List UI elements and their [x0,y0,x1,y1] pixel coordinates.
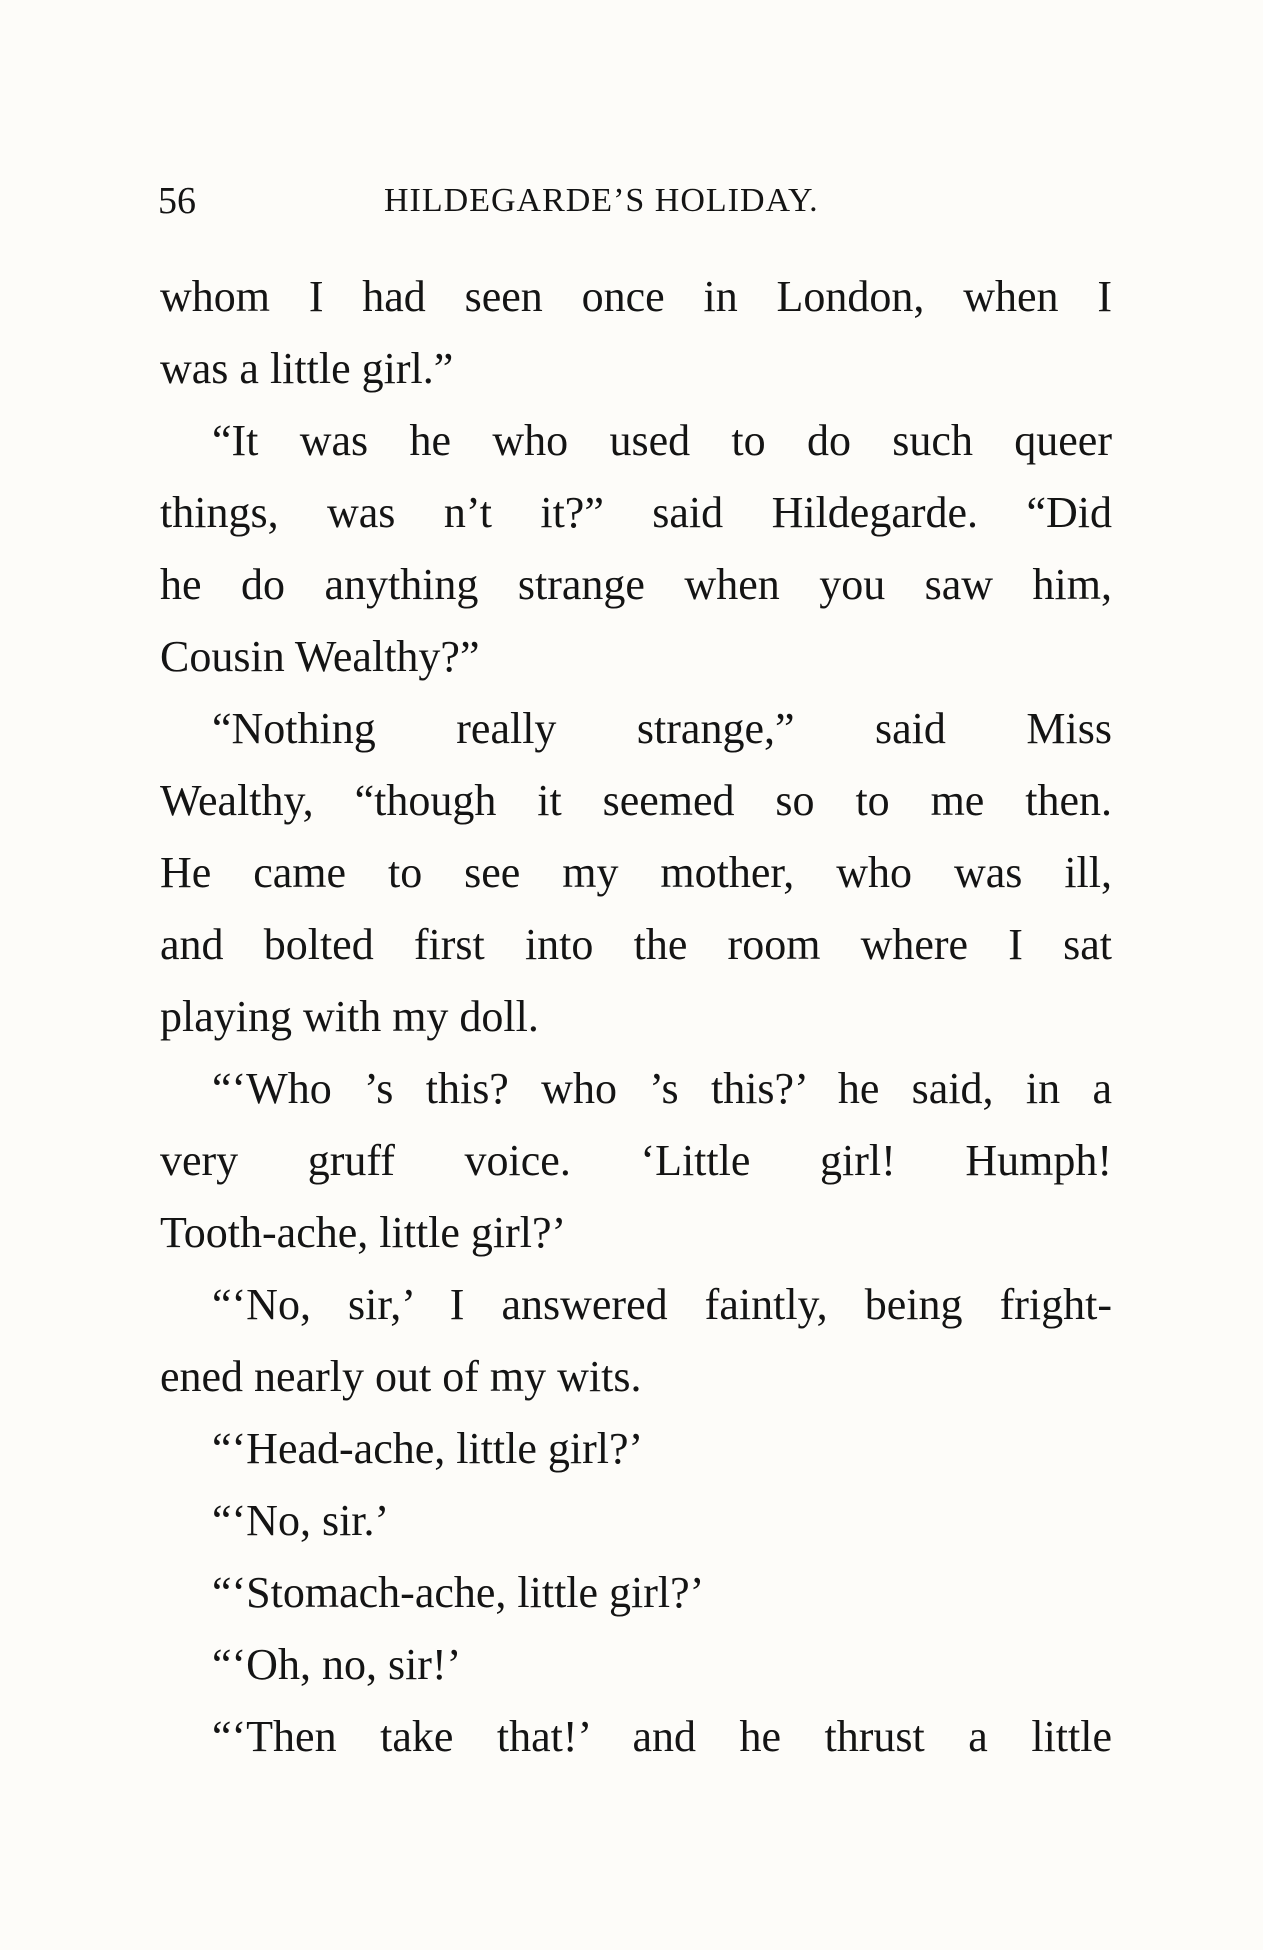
text-line: ened nearly out of my wits. [160,1352,642,1401]
text-line: Cousin Wealthy?” [160,632,480,681]
text-line: “Nothing really strange,” said Miss [212,704,1112,753]
text-line: “‘Head-ache, little girl?’ [212,1424,644,1473]
text-line: “It was he who used to do such queer [212,416,1112,465]
text-line: playing with my doll. [160,992,539,1041]
text-line: was a little girl.” [160,344,454,393]
text-line: “‘No, sir,’ I answered faintly, being fright- [212,1280,1112,1329]
text-line: He came to see my mother, who was ill, [160,848,1112,897]
text-line: Wealthy, “though it seemed so to me then. [160,776,1112,825]
text-line: “‘Who ’s this? who ’s this?’ he said, in a [212,1064,1112,1113]
running-title: HILDEGARDE’S HOLIDAY. [384,182,819,219]
text-line: and bolted first into the room where I sat [160,920,1112,969]
text-line: Tooth-ache, little girl?’ [160,1208,567,1257]
text-line: very gruff voice. ‘Little girl! Humph! [160,1136,1112,1185]
body-text [160,261,1112,1773]
text-line: “‘Then take that!’ and he thrust a little [212,1712,1112,1761]
page-header [158,176,1118,226]
text-line: whom I had seen once in London, when I [160,272,1112,321]
text-line: things, was n’t it?” said Hildegarde. “Did [160,488,1112,537]
text-line: “‘Stomach-ache, little girl?’ [212,1568,705,1617]
text-line: he do anything strange when you saw him, [160,560,1112,609]
text-line: “‘Oh, no, sir!’ [212,1640,462,1689]
page-number: 56 [158,180,196,222]
text-line: “‘No, sir.’ [212,1496,390,1545]
